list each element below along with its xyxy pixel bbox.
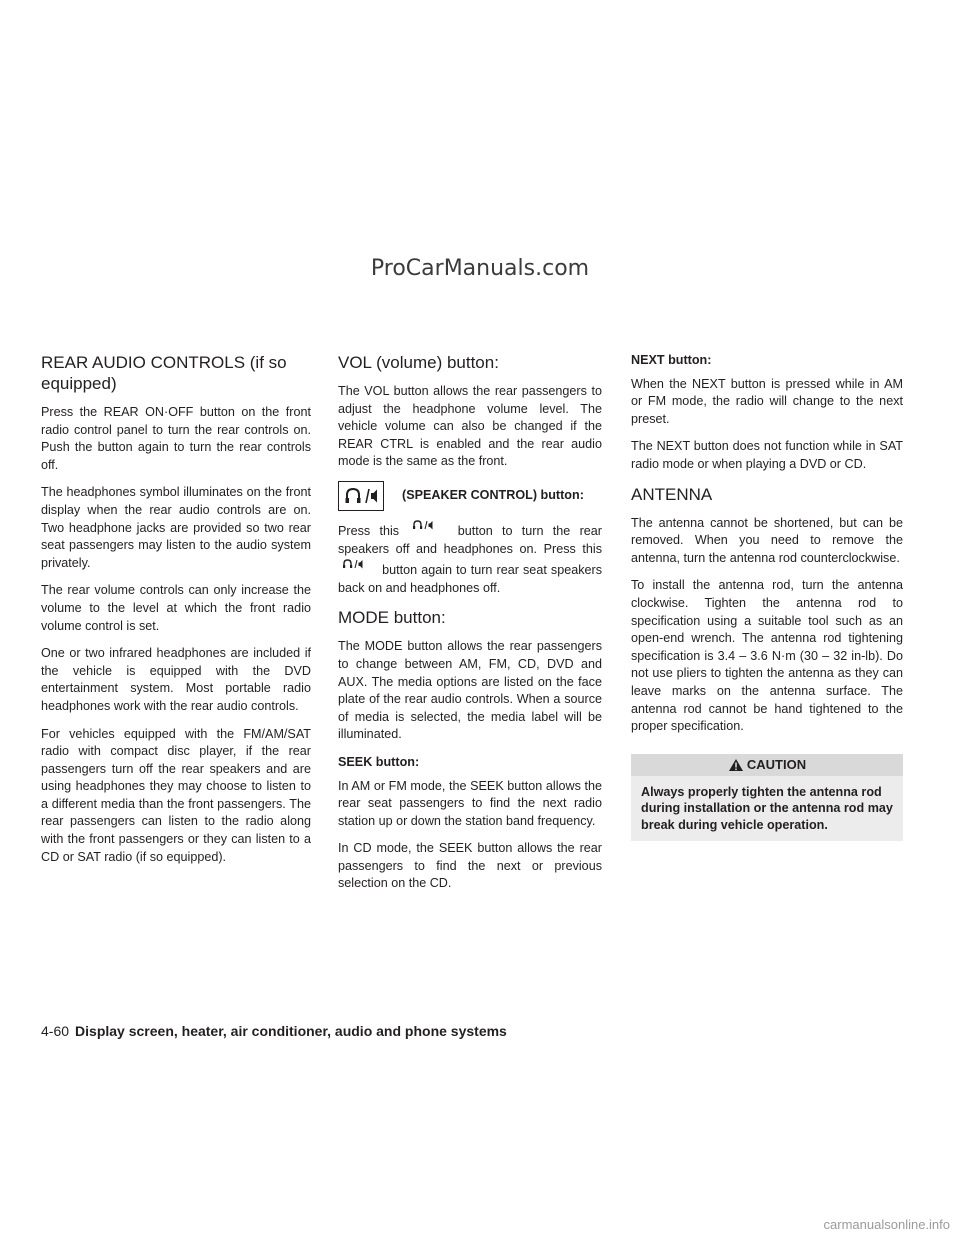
paragraph: The antenna cannot be shortened, but can be removed. When you need to remove the antenna, turn the antenna rod counterclockwise. [631,515,903,565]
paragraph: To install the antenna rod, turn the antenna clockwise. Tighten the antenna rod to specification using a suitable tool such as an open-end wrench. The antenna rod tightening specification is 3.4 – 3.6 N·m (30 – 32 in-lb). Do not use pliers to tighten the antenna as they can leave marks on the antenna surface. The antenna rod cannot be hand tightened to the proper specification. [631,578,903,734]
watermark-carmanualsonline: carmanualsonline.info [823,1217,950,1232]
text-span: Press this [338,523,400,538]
speaker-control-symbol-box [338,481,384,511]
heading-next-button: NEXT button: [631,353,712,367]
page-number: 4-60 [41,1023,70,1039]
column-right [631,352,903,841]
column-left [41,352,311,876]
paragraph: The MODE button allows the rear passengers to change between AM, FM, CD, DVD and AUX. The media options are listed on the face plate of the rear audio controls. When a source of media is selected, the media label will be illuminated. [338,639,602,742]
paragraph: The NEXT button does not function while in SAT radio mode or when playing a DVD or CD. [631,439,903,471]
paragraph: The rear volume controls can only increase the volume to the level at which the front radio volume control is set. [41,583,311,633]
warning-triangle-icon [728,758,744,772]
speaker-control-heading [338,481,602,511]
text-span: button to turn the rear speakers off and headphones on. Press this [338,523,602,556]
text-span: button again to turn rear seat speakers back on and headphones off. [338,563,603,595]
speaker-control-label: (SPEAKER CONTROL) button: [402,488,584,503]
heading-rear-audio-controls: REAR AUDIO CONTROLS (if so equipped) [41,353,287,393]
caution-label: CAUTION [746,756,807,772]
heading-mode-button: MODE button: [338,608,446,628]
heading-seek-button: SEEK button: [338,754,420,769]
paragraph: When the NEXT button is pressed while in AM or FM mode, the radio will change to the next preset. [631,376,903,426]
paragraph: The headphones symbol illuminates on the front display when the rear audio controls are on. Two headphone jacks are provided so two rear seat passengers may listen to the audio system privately. [41,485,311,570]
watermark-procarmanuals: ProCarManuals.com [370,256,590,281]
column-middle [338,352,602,903]
paragraph: Press the REAR ON·OFF button on the front radio control panel to turn the rear controls on. Push the button again to turn the rear controls off. [41,405,311,472]
paragraph: In CD mode, the SEEK button allows the rear passengers to find the next or previous selection on the CD. [338,841,602,891]
section-title: Display screen, heater, air conditioner, audio and phone systems [75,1023,507,1039]
heading-antenna: ANTENNA [631,484,713,504]
heading-vol-button: VOL (volume) button: [338,353,499,372]
caution-text: Always properly tighten the antenna rod during installation or the antenna rod may break during vehicle operation. [631,776,903,842]
headphone-speaker-icon [344,486,378,506]
paragraph: For vehicles equipped with the FM/AM/SAT radio with compact disc player, if the rear passengers turn off the rear speakers and are using headphones they may choose to listen to a different media than the front passengers. The rear passengers can listen to the radio along with the front passengers or they can listen to a CD or SAT radio (if so equipped). [41,726,311,864]
caution-header [631,754,903,776]
paragraph: The VOL button allows the rear passengers to adjust the headphone volume level. The vehicle volume can also be changed if the REAR CTRL is enabled and the rear audio mode is the same as the front. [338,384,602,469]
headphone-speaker-icon [338,558,378,570]
headphone-speaker-icon [408,519,448,531]
page-footer [41,1023,507,1039]
speaker-control-paragraph [338,519,602,597]
paragraph: One or two infrared headphones are included if the vehicle is equipped with the DVD entertainment system. Most portable radio headphones work with the rear audio controls. [41,646,311,713]
paragraph: In AM or FM mode, the SEEK button allows the rear seat passengers to find the next radio station up or down the station band frequency. [338,778,602,828]
